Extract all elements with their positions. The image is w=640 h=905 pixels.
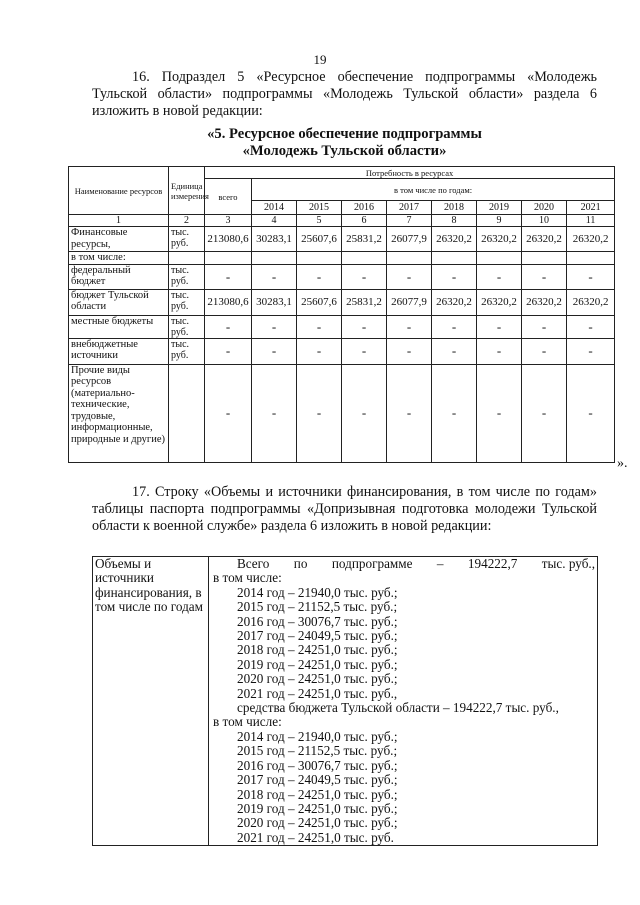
- financing-year-line: 2017 год – 24049,5 тыс. руб.;: [237, 628, 398, 644]
- financing-content: [209, 557, 598, 846]
- financing-year-line: 2015 год – 21152,5 тыс. руб.;: [237, 599, 398, 615]
- row-total: 213080,6: [205, 289, 252, 315]
- row-year-value: [567, 252, 615, 265]
- row-year-value: -: [342, 315, 387, 338]
- financing-year-line: 2016 год – 30076,7 тыс. руб.;: [237, 757, 398, 773]
- financing-including-2: в том числе:: [213, 714, 282, 730]
- row-year-value: -: [432, 264, 477, 289]
- row-year-value: -: [387, 315, 432, 338]
- header-year: 2021: [567, 201, 615, 215]
- financing-year-line: 2019 год – 24251,0 тыс. руб.;: [237, 656, 398, 672]
- row-year-value: [297, 252, 342, 265]
- row-year-value: -: [297, 315, 342, 338]
- row-year-value: [477, 252, 522, 265]
- header-by-years: в том числе по годам:: [252, 179, 615, 201]
- row-unit: тыс. руб.: [169, 227, 205, 252]
- row-year-value: 26320,2: [522, 289, 567, 315]
- row-year-value: 26320,2: [522, 227, 567, 252]
- financing-total-line: [213, 557, 595, 571]
- row-year-value: 26320,2: [567, 227, 615, 252]
- row-year-value: -: [522, 364, 567, 462]
- column-number: 8: [432, 215, 477, 227]
- row-name: Финансовые ресурсы,: [69, 227, 169, 252]
- column-number: 6: [342, 215, 387, 227]
- row-year-value: 25831,2: [342, 289, 387, 315]
- financing-year-line: 2019 год – 24251,0 тыс. руб.;: [237, 800, 398, 816]
- financing-budget-years-list: [213, 730, 595, 845]
- financing-year-line: 2021 год – 24251,0 тыс. руб.: [237, 829, 394, 845]
- financing-year-line: 2020 год – 24251,0 тыс. руб.;: [237, 671, 398, 687]
- financing-budget-line: средства бюджета Тульской области – 194222,7 тыс. руб.,: [237, 700, 559, 716]
- header-need: Потребность в ресурсах: [205, 167, 615, 179]
- row-year-value: 26320,2: [567, 289, 615, 315]
- column-number: 11: [567, 215, 615, 227]
- row-year-value: -: [477, 364, 522, 462]
- financing-year-line: 2014 год – 21940,0 тыс. руб.;: [237, 584, 398, 600]
- row-year-value: [387, 252, 432, 265]
- row-year-value: -: [297, 338, 342, 364]
- row-year-value: -: [252, 364, 297, 462]
- row-year-value: -: [477, 315, 522, 338]
- row-year-value: 26320,2: [477, 289, 522, 315]
- financing-year-line: 2017 год – 24049,5 тыс. руб.;: [237, 772, 398, 788]
- paragraph-17: 17. Строку «Объемы и источники финансирования, в том числе по годам» таблицы паспорта подпрограммы «Допризывная подготовка молодежи Тульской области к военной службе» раздела 6 изложить в новой редакции:: [92, 484, 597, 534]
- financing-label: Объемы и источники финансирования, в том числе по годам: [93, 557, 209, 846]
- row-unit: тыс. руб.: [169, 289, 205, 315]
- row-year-value: -: [297, 264, 342, 289]
- row-total: -: [205, 264, 252, 289]
- header-resource-name: Наименование ресурсов: [69, 167, 169, 215]
- financing-table: [92, 556, 598, 846]
- row-year-value: 25607,6: [297, 227, 342, 252]
- row-year-value: -: [342, 364, 387, 462]
- resource-table: [68, 166, 615, 463]
- row-year-value: -: [387, 338, 432, 364]
- financing-year-line: 2015 год – 21152,5 тыс. руб.;: [237, 743, 398, 759]
- financing-total-word: Всего: [237, 556, 270, 571]
- table-row: [69, 264, 615, 289]
- financing-total-word: –: [436, 556, 444, 571]
- header-total: всего: [205, 179, 252, 215]
- header-year: 2014: [252, 201, 297, 215]
- header-year: 2019: [477, 201, 522, 215]
- row-total: -: [205, 364, 252, 462]
- financing-year-line: 2018 год – 24251,0 тыс. руб.;: [237, 786, 398, 802]
- section-title-line-1: «5. Ресурсное обеспечение подпрограммы: [207, 126, 482, 142]
- table-row: [69, 227, 615, 252]
- financing-total-word: 194222,7: [467, 556, 518, 571]
- financing-year-line: 2020 год – 24251,0 тыс. руб.;: [237, 815, 398, 831]
- financing-year-line: 2014 год – 21940,0 тыс. руб.;: [237, 728, 398, 744]
- row-unit: [169, 364, 205, 462]
- column-number: 7: [387, 215, 432, 227]
- header-year: 2018: [432, 201, 477, 215]
- page-number: 19: [313, 52, 327, 67]
- row-name: бюджет Тульской области: [69, 289, 169, 315]
- row-year-value: 26320,2: [432, 227, 477, 252]
- financing-year-line: 2018 год – 24251,0 тыс. руб.;: [237, 642, 398, 658]
- header-year: 2017: [387, 201, 432, 215]
- table-row: [69, 315, 615, 338]
- row-year-value: [522, 252, 567, 265]
- row-unit: тыс. руб.: [169, 264, 205, 289]
- row-unit: [169, 252, 205, 265]
- row-name: федеральный бюджет: [69, 264, 169, 289]
- row-total: -: [205, 338, 252, 364]
- column-number: 3: [205, 215, 252, 227]
- financing-total-word: подпрограмме: [331, 556, 413, 571]
- header-year: 2015: [297, 201, 342, 215]
- row-name: внебюджетные источники: [69, 338, 169, 364]
- row-year-value: -: [342, 264, 387, 289]
- column-number: 2: [169, 215, 205, 227]
- row-name: Прочие виды ресурсов (материально-технические, трудовые, информационные, природные и другие): [69, 364, 169, 462]
- row-unit: тыс. руб.: [169, 338, 205, 364]
- row-year-value: 26077,9: [387, 289, 432, 315]
- row-year-value: -: [252, 264, 297, 289]
- row-year-value: [432, 252, 477, 265]
- row-year-value: 26320,2: [432, 289, 477, 315]
- row-year-value: -: [342, 338, 387, 364]
- row-year-value: 25831,2: [342, 227, 387, 252]
- header-unit: Единица измерения: [169, 167, 205, 215]
- financing-including: в том числе:: [213, 570, 282, 586]
- row-unit: тыс. руб.: [169, 315, 205, 338]
- financing-years-list: [213, 586, 595, 701]
- row-year-value: -: [387, 264, 432, 289]
- row-total: -: [205, 315, 252, 338]
- financing-total-word: тыс. руб.,: [541, 556, 595, 571]
- row-total: 213080,6: [205, 227, 252, 252]
- row-year-value: -: [432, 338, 477, 364]
- row-year-value: 26077,9: [387, 227, 432, 252]
- row-year-value: 25607,6: [297, 289, 342, 315]
- section-title: [92, 126, 597, 160]
- table-row: [69, 289, 615, 315]
- closing-quote: ».: [617, 456, 628, 471]
- row-year-value: -: [522, 315, 567, 338]
- row-year-value: 30283,1: [252, 227, 297, 252]
- column-number: 4: [252, 215, 297, 227]
- row-year-value: -: [567, 264, 615, 289]
- column-number: 9: [477, 215, 522, 227]
- column-number: 5: [297, 215, 342, 227]
- row-year-value: 26320,2: [477, 227, 522, 252]
- row-year-value: -: [567, 364, 615, 462]
- row-name: в том числе:: [69, 252, 169, 265]
- row-name: местные бюджеты: [69, 315, 169, 338]
- row-year-value: -: [297, 364, 342, 462]
- row-year-value: 30283,1: [252, 289, 297, 315]
- table-row: [69, 364, 615, 462]
- table-row: [69, 338, 615, 364]
- row-year-value: -: [477, 264, 522, 289]
- row-year-value: -: [567, 315, 615, 338]
- row-year-value: -: [432, 315, 477, 338]
- row-total: [205, 252, 252, 265]
- financing-year-line: 2016 год – 30076,7 тыс. руб.;: [237, 613, 398, 629]
- row-year-value: -: [477, 338, 522, 364]
- row-year-value: -: [387, 364, 432, 462]
- row-year-value: -: [252, 338, 297, 364]
- row-year-value: [252, 252, 297, 265]
- header-year: 2020: [522, 201, 567, 215]
- paragraph-16: 16. Подраздел 5 «Ресурсное обеспечение подпрограммы «Молодежь Тульской области» подпрограммы «Молодежь Тульской области» раздела 6 изложить в новой редакции:: [92, 69, 597, 119]
- row-year-value: -: [252, 315, 297, 338]
- column-number: 1: [69, 215, 169, 227]
- row-year-value: -: [432, 364, 477, 462]
- column-numbers-row: [69, 215, 615, 227]
- table-row: [69, 252, 615, 265]
- column-number: 10: [522, 215, 567, 227]
- row-year-value: -: [522, 338, 567, 364]
- header-year: 2016: [342, 201, 387, 215]
- section-title-line-2: «Молодежь Тульской области»: [242, 143, 447, 159]
- row-year-value: -: [567, 338, 615, 364]
- row-year-value: -: [522, 264, 567, 289]
- financing-total-word: по: [293, 556, 308, 571]
- financing-year-line: 2021 год – 24251,0 тыс. руб.,: [237, 685, 398, 701]
- row-year-value: [342, 252, 387, 265]
